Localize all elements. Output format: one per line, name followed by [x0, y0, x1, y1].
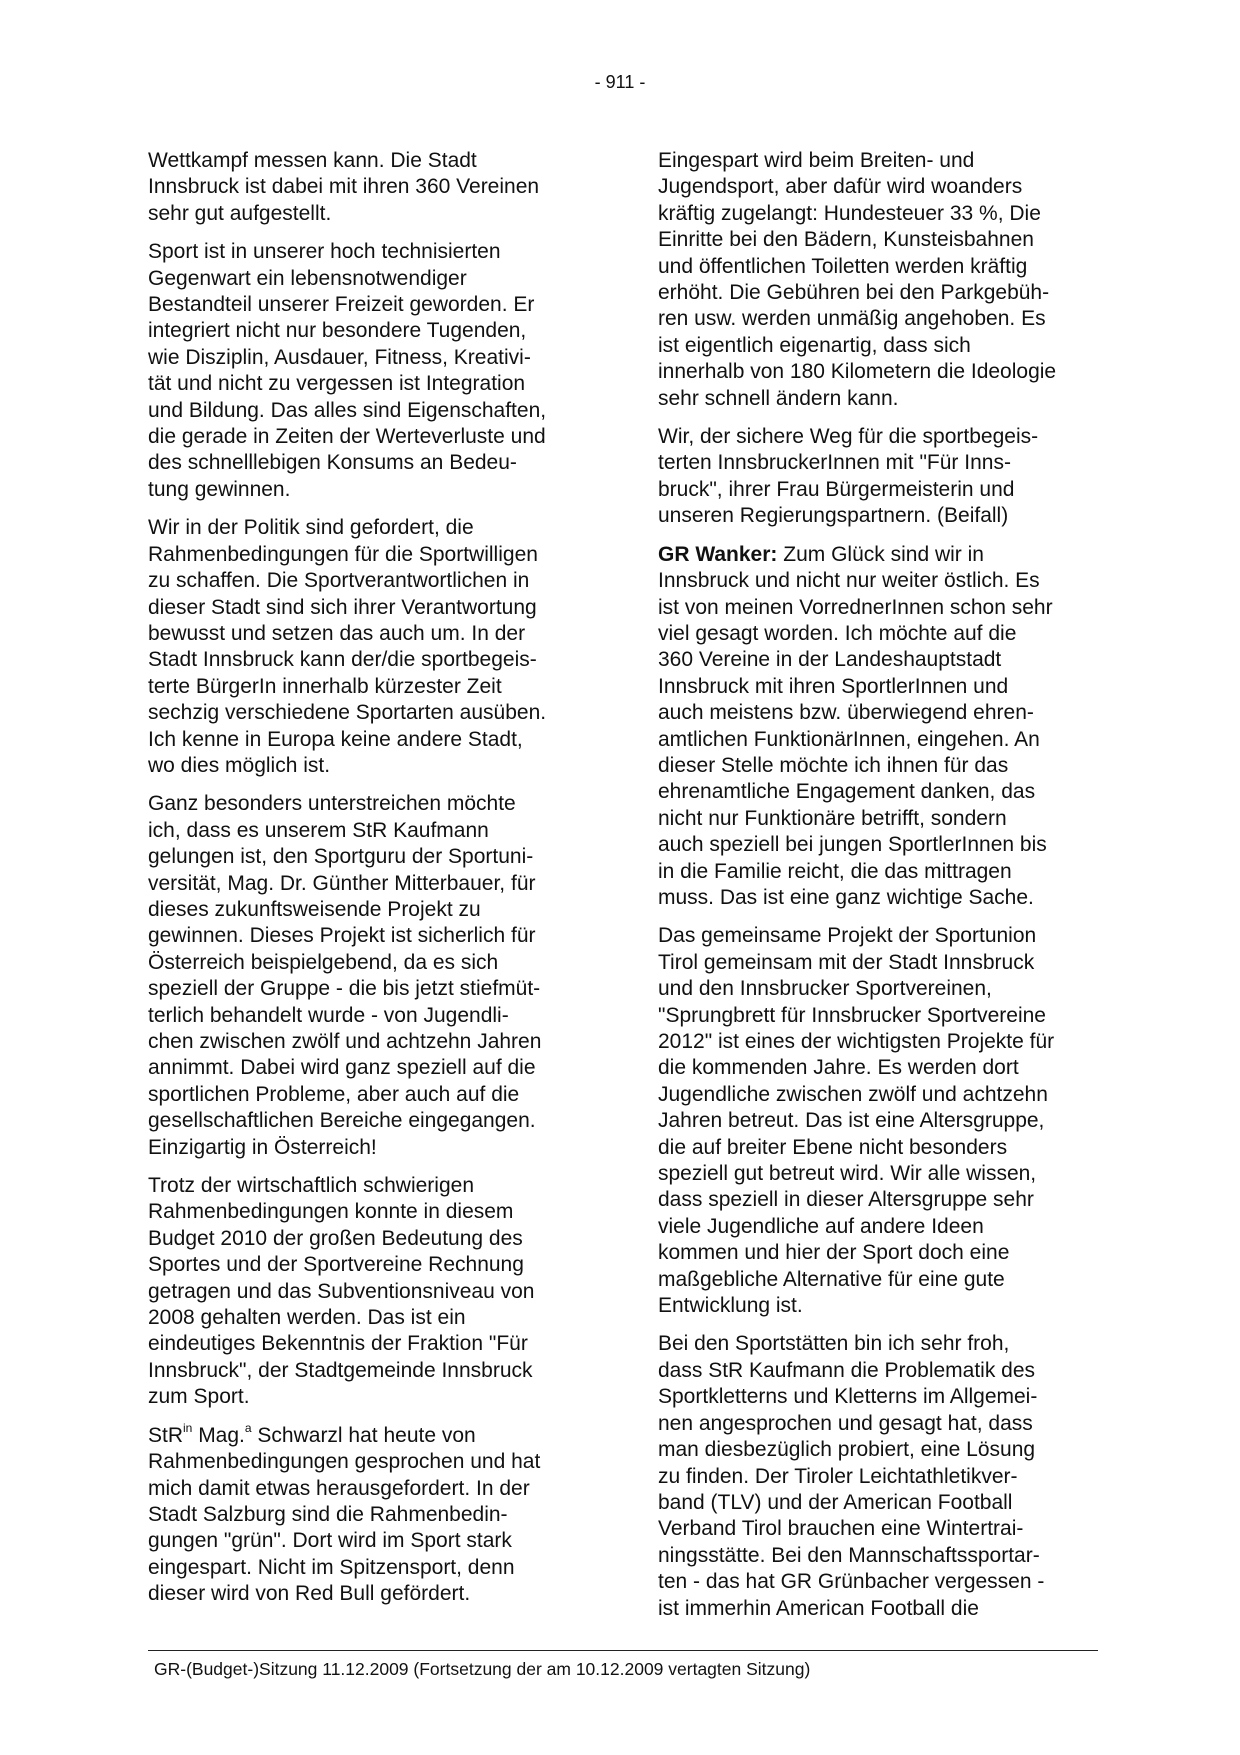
left-column: [148, 148, 588, 1620]
superscript: in: [183, 1420, 193, 1435]
paragraph: [148, 1420, 588, 1608]
page-number: - 911 -: [594, 72, 646, 92]
superscript: a: [244, 1420, 252, 1435]
right-column: [658, 148, 1098, 1634]
paragraph: Wettkampf messen kann. Die Stadt Innsbruck ist dabei mit ihren 360 Vereinen sehr gut aufgestellt.: [148, 149, 540, 225]
speaker-name: GR Wanker:: [658, 542, 778, 566]
footer-divider: [148, 1650, 1098, 1651]
title-abbreviation: StR: [148, 1423, 184, 1447]
paragraph: Ganz besonders unterstreichen möchte ich, dass es unserem StR Kaufmann gelungen ist, den Sportguru der Sportuni- versität, Mag. Dr. Günther Mitterbauer, für dieses zukunftsweisende Projekt zu gewinnen. Dieses Projekt ist sicherlich für Österreich beispielgebend, da es sich speziell der Gruppe - die bis jetzt stiefmüt- terlich behandelt wurde - von Jugendli- chen zwischen zwölf und achtzehn Jahren annimmt. Dabei wird ganz speziell auf die sportlichen Probleme, aber auch auf die gesellschaftlichen Bereiche eingegangen. Einzigartig in Österreich!: [148, 792, 542, 1159]
footer-text: GR-(Budget-)Sitzung 11.12.2009 (Fortsetzung der am 10.12.2009 vertagten Sitzung): [154, 1659, 811, 1679]
paragraph: Sport ist in unserer hoch technisierten Gegenwart ein lebensnotwendiger Bestandteil unserer Freizeit geworden. Er integriert nicht nur besondere Tugenden, wie Disziplin, Ausdauer, Fitness, Kreativi- tät und nicht zu vergessen ist Integration und Bildung. Das alles sind Eigenschaften, die gerade in Zeiten der Werteverluste und des schnelllebigen Konsums an Bedeu- tung gewinnen.: [148, 240, 547, 501]
paragraph: Eingespart wird beim Breiten- und Jugendsport, aber dafür wird woanders kräftig zugelangt: Hundesteuer 33 %, Die Einritte bei den Bädern, Kunsteisbahnen und öffentlichen Toiletten werden kräftig erhöht. Die Gebühren bei den Parkgebüh- ren usw. werden unmäßig angehoben. Es ist eigentlich eigenartig, dass sich innerhalb von 180 Kilometern die Ideologie sehr schnell ändern kann.: [658, 149, 1057, 410]
title-abbreviation: Mag.: [192, 1423, 245, 1447]
paragraph: Bei den Sportstätten bin ich sehr froh, dass StR Kaufmann die Problematik des Sportkletterns und Kletterns im Allgemei- nen angesprochen und gesagt hat, dass man diesbezüglich probiert, eine Lösung zu finden. Der Tiroler Leichtathletikver- band (TLV) und der American Football Verband Tirol brauchen eine Wintertrai- ningsstätte. Bei den Mannschaftssportar- ten - das hat GR Grünbacher vergessen - ist immerhin American Football die: [658, 1332, 1045, 1620]
paragraph-text: Zum Glück sind wir in Innsbruck und nicht nur weiter östlich. Es ist von meinen VorrednerInnen schon sehr viel gesagt worden. Ich möchte auf die 360 Vereine in der Landeshauptstadt Innsbruck mit ihren SportlerInnen und auch meistens bzw. überwiegend ehren- amtlichen FunktionärInnen, eingehen. An dieser Stelle möchte ich ihnen für das ehrenamtliche Engagement danken, das nicht nur Funktionäre betrifft, sondern auch speziell bei jungen SportlerInnen bis in die Familie reicht, die das mittragen muss. Das ist eine ganz wichtige Sache.: [658, 542, 1053, 909]
paragraph: Trotz der wirtschaftlich schwierigen Rahmenbedingungen konnte in diesem Budget 2010 der großen Bedeutung des Sportes und der Sportvereine Rechnung getragen und das Subventionsniveau von 2008 gehalten werden. Das ist ein eindeutiges Bekenntnis der Fraktion "Für Innsbruck", der Stadtgemeinde Innsbruck zum Sport.: [148, 1174, 535, 1409]
paragraph: Das gemeinsame Projekt der Sportunion Tirol gemeinsam mit der Stadt Innsbruck und den Innsbrucker Sportvereinen, "Sprungbrett für Innsbrucker Sportvereine 2012" ist eines der wichtigsten Projekte für die kommenden Jahre. Es werden dort Jugendliche zwischen zwölf und achtzehn Jahren betreut. Das ist eine Altersgruppe, die auf breiter Ebene nicht besonders speziell gut betreut wird. Wir alle wissen, dass speziell in dieser Altersgruppe sehr viele Jugendliche auf andere Ideen kommen und hier der Sport doch eine maßgebliche Alternative für eine gute Entwicklung ist.: [658, 924, 1055, 1318]
paragraph: Wir, der sichere Weg für die sportbegeis- terten InnsbruckerInnen mit "Für Inns- bruck", ihrer Frau Bürgermeisterin und unseren Regierungspartnern. (Beifall): [658, 425, 1039, 528]
paragraph: Wir in der Politik sind gefordert, die Rahmenbedingungen für die Sportwilligen zu schaffen. Die Sportverantwortlichen in dieser Stadt sind sich ihrer Verantwortung bewusst und setzen das auch um. In der Stadt Innsbruck kann der/die sportbegeis- terte BürgerIn innerhalb kürzester Zeit sechzig verschiedene Sportarten ausüben. Ich kenne in Europa keine andere Stadt, wo dies möglich ist.: [148, 516, 547, 777]
paragraph: [658, 542, 1098, 912]
paragraph-text: Schwarzl hat heute von Rahmenbedingungen gesprochen und hat mich damit etwas herausgefordert. In der Stadt Salzburg sind die Rahmenbedin- gungen "grün". Dort wird im Sport stark eingespart. Nicht im Spitzensport, denn dieser wird von Red Bull gefördert.: [148, 1423, 541, 1606]
